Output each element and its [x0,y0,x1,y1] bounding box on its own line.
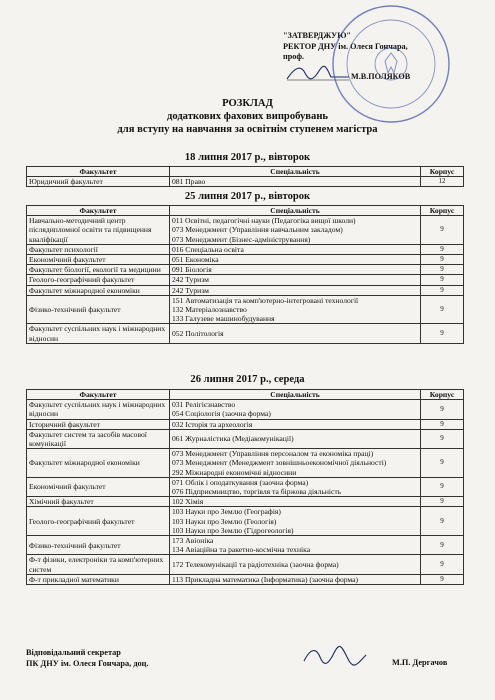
specialty-item: 102 Хімія [172,497,204,507]
faculty-cell: Юридичний факультет [27,177,170,187]
header-building: Корпус [421,206,464,216]
table-row [27,497,464,507]
building-cell: 9 [421,429,464,448]
specialty-cell [170,555,421,574]
specialty-cell [170,244,421,254]
faculty-cell: Факультет суспільних наук і міжнародних відносин [27,324,170,343]
specialty-item: 073 Менеджмент (Бізнес-адміністрування) [172,234,311,244]
faculty-cell: Ф-т прикладної математики [27,574,170,584]
schedule-table [26,166,464,187]
faculty-cell: Фізико-технічний факультет [27,295,170,324]
building-cell: 9 [421,324,464,343]
specialty-item: 051 Економіка [172,255,219,265]
table-row [27,536,464,555]
specialty-cell [170,177,421,187]
specialty-item: 073 Менеджмент (Менеджмент зовнішньоекономічної діяльності) [172,458,387,468]
specialty-item: 242 Туризм [172,285,209,295]
specialty-item: 071 Облік і оподаткування (заочна форма) [172,477,309,487]
faculty-cell: Факультет суспільних наук і міжнародних відносин [27,400,170,419]
table-row [27,177,464,187]
building-cell: 9 [421,449,464,478]
rector-name: М.В.ПОЛЯКОВ [351,72,411,81]
specialty-item: 073 Менеджмент (Управління навчальним закладом) [172,225,343,235]
specialty-cell [170,216,421,245]
specialty-cell [170,429,421,448]
specialty-cell [170,295,421,324]
schedule-table [26,205,464,344]
building-cell: 9 [421,507,464,536]
table-row [27,400,464,419]
faculty-cell: Геолого-географічний факультет [27,275,170,285]
specialty-item: 052 Політологія [172,329,224,339]
table-row [27,255,464,265]
building-cell: 9 [421,497,464,507]
day-heading: 26 липня 2017 р., середа [190,374,305,385]
table-row [27,419,464,429]
specialty-item: 172 Телекомунікації та радіотехніка (заочна форма) [172,560,339,570]
specialty-item: 134 Авіаційна та ракетно-космічна техніка [172,545,311,555]
header-building: Корпус [421,167,464,177]
specialty-item: 032 Історія та археологія [172,419,253,429]
specialty-cell [170,275,421,285]
building-cell: 9 [421,574,464,584]
specialty-cell [170,449,421,478]
specialty-item: 103 Науки про Землю (Геологія) [172,516,277,526]
header-specialty: Спеціальність [170,390,421,400]
table-row [27,285,464,295]
table-row [27,507,464,536]
building-cell: 9 [421,536,464,555]
faculty-cell: Факультет психології [27,244,170,254]
building-cell: 9 [421,244,464,254]
faculty-cell: Геолого-географічний факультет [27,507,170,536]
footer-block [26,647,149,669]
table-row [27,216,464,245]
faculty-cell: Факультет міжнародної економіки [27,449,170,478]
table-row [27,477,464,496]
building-cell: 9 [421,555,464,574]
faculty-cell: Фізико-технічний факультет [27,536,170,555]
day-heading: 18 липня 2017 р., вівторок [184,152,311,163]
header-specialty: Спеціальність [170,167,421,177]
specialty-cell [170,324,421,343]
building-cell: 12 [421,177,464,187]
specialty-item: 103 Науки про Землю (Географія) [172,507,281,517]
day-heading: 25 липня 2017 р., вівторок [184,191,311,202]
footer-line-1: Відповідальний секретар [26,648,121,657]
footer-line-2: ПК ДНУ ім. Олеся Гончара, доц. [26,659,149,668]
building-cell: 9 [421,285,464,295]
building-cell: 9 [421,265,464,275]
specialty-item: 103 Науки про Землю (Гідрогеологія) [172,525,294,535]
specialty-item: 151 Автоматизація та комп'ютерно-інтегровані технології [172,295,359,305]
specialty-cell [170,265,421,275]
specialty-cell [170,419,421,429]
specialty-item: 031 Релігієзнавство [172,400,236,410]
faculty-cell: Економічний факультет [27,477,170,496]
specialty-item: 173 Авіоніка [172,536,214,546]
specialty-item: 132 Матеріалознавство [172,305,247,315]
table-row [27,449,464,478]
building-cell: 9 [421,400,464,419]
faculty-cell: Факультет біології, екології та медицини [27,265,170,275]
header-faculty: Факультет [27,206,170,216]
specialty-cell [170,255,421,265]
header-faculty: Факультет [27,167,170,177]
faculty-cell: Навчально-методичний центр післядипломної освіти та підвищення кваліфікації [27,216,170,245]
specialty-item: 073 Менеджмент (Управління персоналом та економіка праці) [172,449,374,459]
doc-title: РОЗКЛАД [222,98,273,109]
specialty-item: 061 Журналістика (Медіакомунікації) [172,434,294,444]
secretary-signature-icon [300,643,370,669]
specialty-cell [170,497,421,507]
specialty-item: 076 Підприємництво, торгівля та біржова діяльність [172,487,342,497]
table-row [27,244,464,254]
specialty-cell [170,285,421,295]
approval-line-2: РЕКТОР ДНУ ім. Олеся Гончара, [283,41,408,51]
table-row [27,574,464,584]
table-row [27,295,464,324]
specialty-cell [170,400,421,419]
faculty-cell: Факультет міжнародної економіки [27,285,170,295]
specialty-item: 242 Туризм [172,275,209,285]
table-row [27,324,464,343]
specialty-cell [170,507,421,536]
specialty-item: 133 Галузеве машинобудування [172,314,275,324]
faculty-cell: Факультет систем та засобів масової комунікації [27,429,170,448]
building-cell: 9 [421,477,464,496]
faculty-cell: Хімічний факультет [27,497,170,507]
header-faculty: Факультет [27,390,170,400]
specialty-cell [170,574,421,584]
header-building: Корпус [421,390,464,400]
approval-line-1: "ЗАТВЕРДЖУЮ" [283,31,351,40]
approval-line-3: проф. [283,52,305,61]
specialty-item: 113 Прикладна математика (Інформатика) (заочна форма) [172,574,359,584]
doc-subtitle-2: для вступу на навчання за освітнім ступенем магістра [117,124,378,135]
table-row [27,429,464,448]
building-cell: 9 [421,295,464,324]
building-cell: 9 [421,275,464,285]
table-row [27,275,464,285]
faculty-cell: Економічний факультет [27,255,170,265]
secretary-name: М.П. Дергачов [392,658,448,667]
specialty-item: 054 Соціологія (заочна форма) [172,409,271,419]
header-specialty: Спеціальність [170,206,421,216]
specialty-item: 292 Міжнародні економічні відносини [172,467,297,477]
table-row [27,555,464,574]
faculty-cell: Історичний факультет [27,419,170,429]
building-cell: 9 [421,216,464,245]
faculty-cell: Ф-т фізики, електроніки та комп'ютерних систем [27,555,170,574]
specialty-item: 091 Біологія [172,265,212,275]
building-cell: 9 [421,419,464,429]
table-row [27,265,464,275]
doc-subtitle-1: додаткових фахових випробувань [166,111,329,122]
specialty-cell [170,477,421,496]
specialty-item: 016 Спеціальна освіта [172,244,244,254]
specialty-item: 081 Право [172,177,206,187]
specialty-item: 011 Освітні, педагогічні науки (Педагогіка вищої школи) [172,216,356,226]
schedule-table [26,389,464,585]
specialty-cell [170,536,421,555]
building-cell: 9 [421,255,464,265]
